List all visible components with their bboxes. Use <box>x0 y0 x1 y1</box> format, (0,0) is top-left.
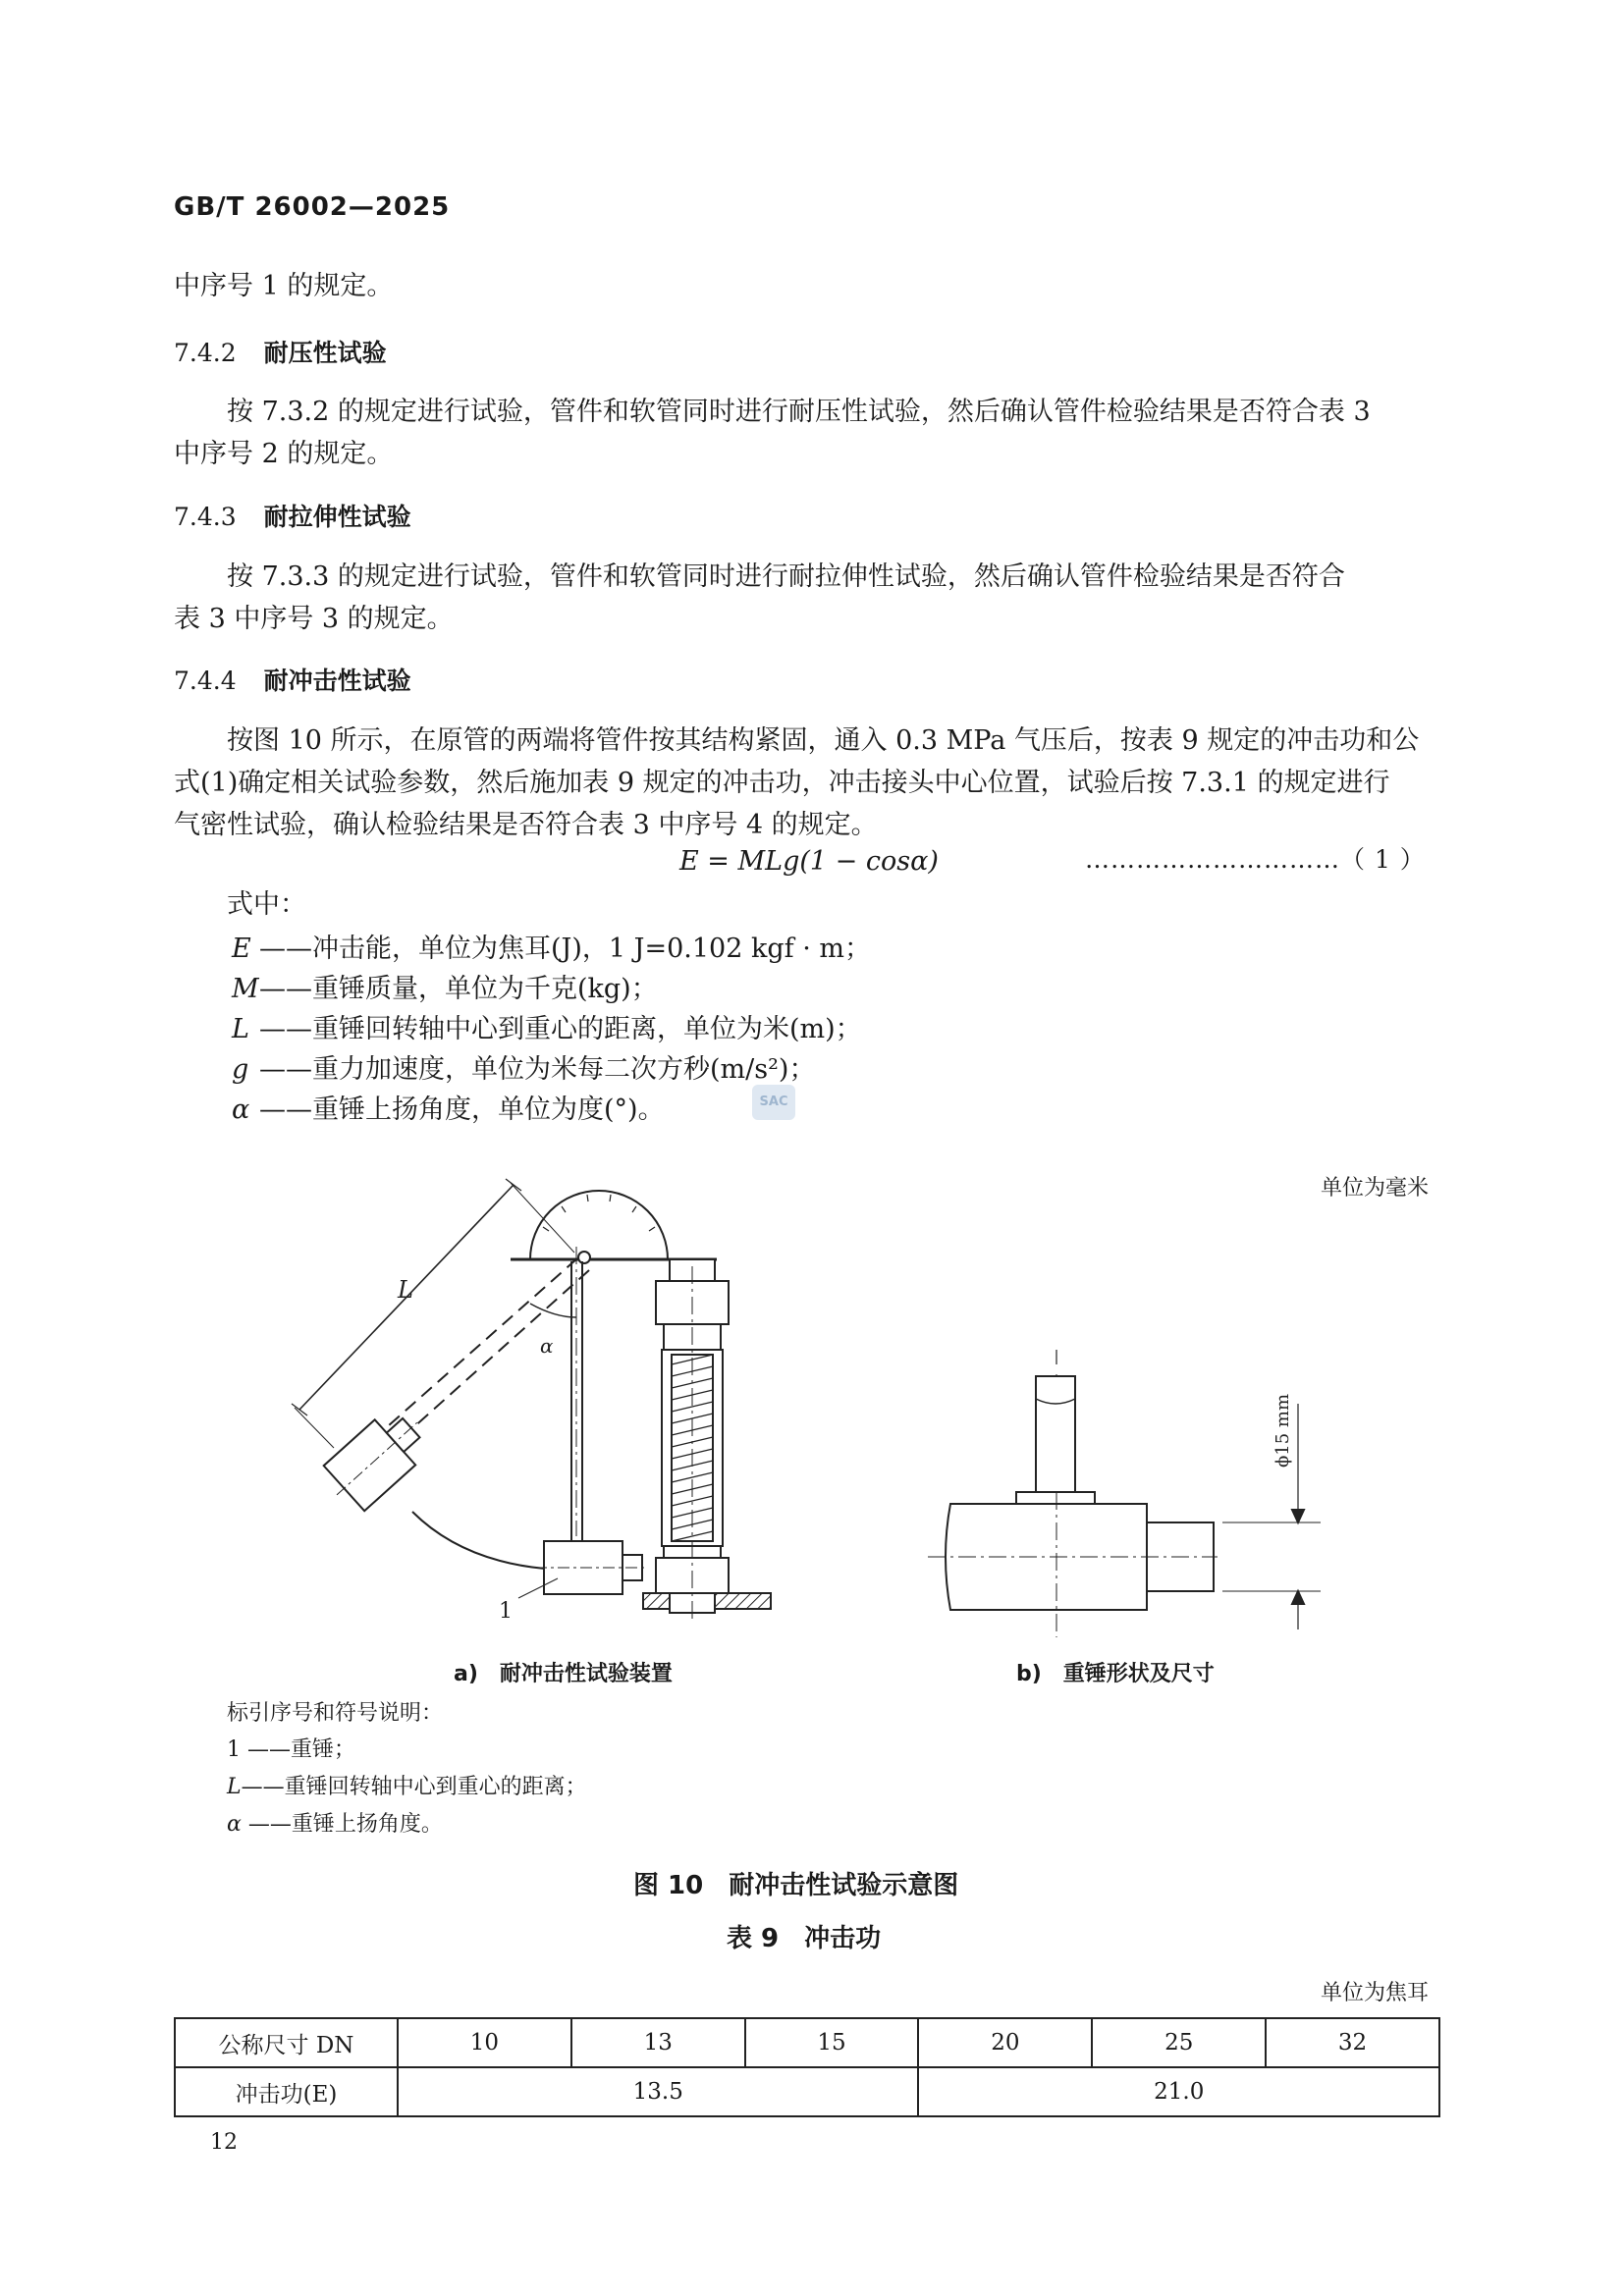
symbol: M <box>232 974 259 1004</box>
caption-b: b) 重锤形状及尺寸 <box>1016 1662 1215 1686</box>
section-number: 7.4.4 <box>174 667 237 695</box>
caption-a: a) 耐冲击性试验装置 <box>454 1662 673 1686</box>
where-label: 式中： <box>227 889 306 920</box>
row-label-energy: 冲击功(E) <box>175 2067 398 2116</box>
legend-desc: ——重锤回转轴中心到重心的距离； <box>241 1775 587 1799</box>
legend-desc: ——重锤上扬角度。 <box>247 1812 443 1837</box>
table-unit-note: 单位为焦耳 <box>1321 1981 1430 2005</box>
size-cell: 20 <box>918 2018 1092 2067</box>
definition-text: ——重力加速度，单位为米每二次方秒(m/s²)； <box>259 1054 816 1085</box>
protractor <box>530 1191 668 1259</box>
label-alpha: α <box>540 1334 554 1358</box>
legend-key: α <box>227 1812 242 1837</box>
legend-title: 标引序号和符号说明： <box>227 1701 444 1726</box>
row-label-size: 公称尺寸 DN <box>175 2018 398 2067</box>
paragraph-7-4-2-line1: 按 7.3.2 的规定进行试验，管件和软管同时进行耐压性试验，然后确认管件检验结果是否符合表 3 <box>227 397 1371 427</box>
definition-text: ——重锤上扬角度，单位为度(°)。 <box>259 1095 665 1125</box>
section-title: 耐冲击性试验 <box>263 667 411 695</box>
swing-arc <box>412 1512 545 1569</box>
symbol: L <box>232 1014 249 1044</box>
equation-number: …………………………（ 1 ） <box>1085 845 1426 874</box>
symbol: α <box>232 1095 250 1125</box>
energy-cell: 13.5 <box>398 2067 918 2116</box>
size-cell: 13 <box>571 2018 745 2067</box>
definition-M <box>232 967 658 1005</box>
legend-desc: ——重锤； <box>247 1737 356 1762</box>
page-number: 12 <box>210 2130 238 2155</box>
table-row <box>175 2018 1439 2067</box>
impact-energy-table <box>174 2017 1440 2117</box>
section-heading-7-4-4 <box>174 662 411 697</box>
paragraph-7-4-3-line1: 按 7.3.3 的规定进行试验，管件和软管同时进行耐拉伸性试验，然后确认管件检验结果是否符合 <box>227 561 1345 592</box>
section-number: 7.4.3 <box>174 503 237 531</box>
definition-text: ——重锤质量，单位为千克(kg)； <box>259 974 658 1004</box>
figure-title: 图 10 耐冲击性试验示意图 <box>633 1871 959 1900</box>
legend-key: L <box>227 1775 242 1799</box>
section-title: 耐拉伸性试验 <box>263 503 411 531</box>
symbol: g <box>232 1054 249 1085</box>
size-cell: 25 <box>1092 2018 1266 2067</box>
sac-watermark: SAC <box>752 1085 795 1120</box>
definition-E <box>232 927 871 965</box>
legend-item-alpha <box>227 1807 443 1838</box>
legend-item-1 <box>227 1733 355 1763</box>
table-row <box>175 2067 1439 2116</box>
paragraph-7-4-4-line3: 气密性试验，确认检验结果是否符合表 3 中序号 4 的规定。 <box>174 810 878 840</box>
label-dim: ϕ15 mm <box>1272 1393 1293 1468</box>
legend-item-L <box>227 1770 587 1800</box>
definition-g <box>232 1047 815 1086</box>
section-number: 7.4.2 <box>174 339 237 367</box>
definition-text: ——重锤回转轴中心到重心的距离，单位为米(m)； <box>259 1014 862 1044</box>
symbol: E <box>232 934 251 964</box>
paragraph-7-4-3-line2: 表 3 中序号 3 的规定。 <box>174 604 454 634</box>
size-cell: 15 <box>745 2018 919 2067</box>
size-cell: 32 <box>1266 2018 1439 2067</box>
paragraph-7-4-2-line2: 中序号 2 的规定。 <box>174 439 394 469</box>
label-L: L <box>398 1276 413 1304</box>
section-heading-7-4-2 <box>174 334 387 369</box>
paragraph-7-4-4-line1: 按图 10 所示，在原管的两端将管件按其结构紧固，通入 0.3 MPa 气压后，按表 9 规定的冲击功和公 <box>227 725 1420 756</box>
section-heading-7-4-3 <box>174 498 411 533</box>
standard-code: GB/T 26002—2025 <box>174 192 451 222</box>
energy-cell: 21.0 <box>918 2067 1439 2116</box>
paragraph-7-4-4-line2: 式(1)确定相关试验参数，然后施加表 9 规定的冲击功，冲击接头中心位置，试验后按 7.3.1 的规定进行 <box>174 768 1390 798</box>
label-1: 1 <box>499 1599 513 1624</box>
definition-text: ——冲击能，单位为焦耳(J)，1 J=0.102 kgf · m； <box>259 934 871 964</box>
section-title: 耐压性试验 <box>263 339 387 367</box>
definition-L <box>232 1007 862 1045</box>
paragraph-tail: 中序号 1 的规定。 <box>174 271 394 301</box>
figure-unit-note: 单位为毫米 <box>1321 1176 1430 1201</box>
legend-key: 1 <box>227 1737 241 1762</box>
size-cell: 10 <box>398 2018 571 2067</box>
definition-alpha <box>232 1088 665 1126</box>
equation: E = MLg(1 − cosα) <box>679 846 939 877</box>
table-title: 表 9 冲击功 <box>727 1924 882 1953</box>
